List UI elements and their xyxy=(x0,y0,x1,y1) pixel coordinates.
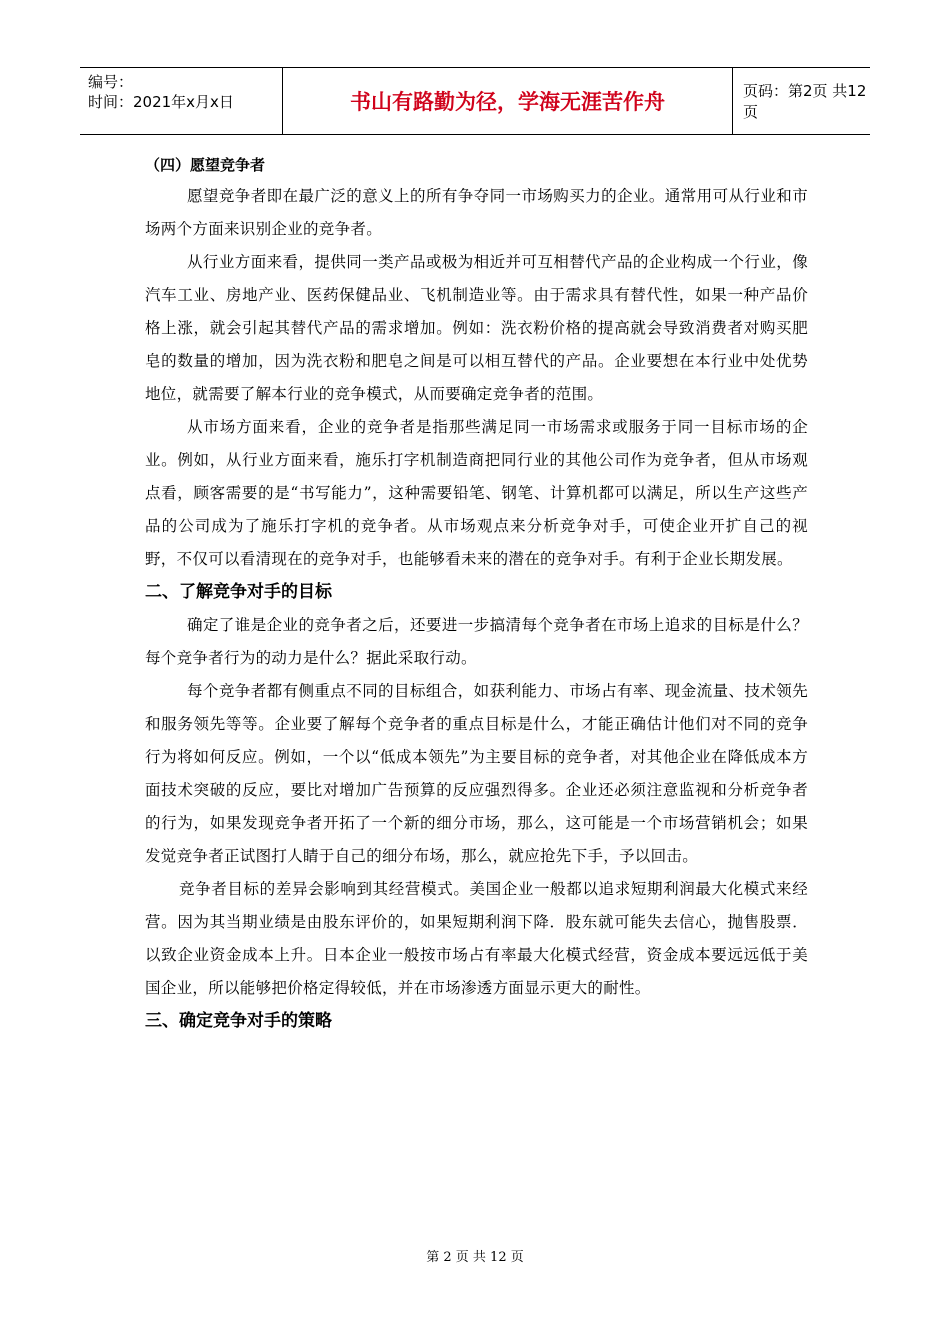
document-date-label: 时间：2021年x月x日 xyxy=(88,93,234,111)
section-heading-competitor-goals: 二、了解竞争对手的目标 xyxy=(145,582,332,602)
section-heading-competitor-strategy: 三、确定竞争对手的策略 xyxy=(145,1011,332,1031)
document-body xyxy=(145,150,808,1038)
page-footer: 第 2 页 共 12 页 xyxy=(426,1250,524,1265)
section-heading-desire-competitors: （四）愿望竞争者 xyxy=(145,156,266,174)
header-meta xyxy=(80,68,283,134)
paragraph: 确定了谁是企业的竞争者之后，还要进一步搞清每个竞争者在市场上追求的目标是什么？每个竞争者行为的动力是什么？据此采取行动。 xyxy=(145,616,808,667)
header-page-number: 页码：第2页 共12页 xyxy=(743,82,867,121)
document-number-label: 编号： xyxy=(88,73,134,91)
page-header xyxy=(80,67,870,135)
paragraph: 每个竞争者都有侧重点不同的目标组合，如获利能力、市场占有率、现金流量、技术领先和服务领先等等。企业要了解每个竞争者的重点目标是什么，才能正确估计他们对不同的竞争行为将如何反应。例如，一个以“低成本领先”为主要目标的竞争者，对其他企业在降低成本方面技术突破的反应，要比对增加广告预算的反应强烈得多。企业还必须注意监视和分析竞争者的行为，如果发现竞争者开拓了一个新的细分市场，那么，这可能是一个市场营销机会；如果发觉竞争者正试图打人睛于自己的细分布场，那么，就应抢先下手，予以回击。 xyxy=(145,682,808,865)
header-motto: 书山有路勤为径，学海无涯苦作舟 xyxy=(283,68,733,134)
paragraph: 从市场方面来看，企业的竞争者是指那些满足同一市场需求或服务于同一目标市场的企业。例如，从行业方面来看，施乐打字机制造商把同行业的其他公司作为竞争者，但从市场观点看，顾客需要的是“书写能力”，这种需要铅笔、钢笔、计算机都可以满足，所以生产这些产品的公司成为了施乐打字机的竞争者。从市场观点来分析竞争对手，可使企业开扩自己的视野，不仅可以看清现在的竞争对手，也能够看未来的潜在的竞争对手。有利于企业长期发展。 xyxy=(145,418,808,568)
paragraph: 竞争者目标的差异会影响到其经营模式。美国企业一般都以追求短期利润最大化模式来经营。因为其当期业绩是由股东评价的，如果短期利润下降．股东就可能失去信心，抛售股票．以致企业资金成本上升。日本企业一般按市场占有率最大化模式经营，资金成本要远远低于美国企业，所以能够把价格定得较低，并在市场渗透方面显示更大的耐性。 xyxy=(145,880,808,997)
paragraph: 从行业方面来看，提供同一类产品或极为相近并可互相替代产品的企业构成一个行业，像汽车工业、房地产业、医药保健品业、飞机制造业等。由于需求具有替代性，如果一种产品价格上涨，就会引起其替代产品的需求增加。例如：洗衣粉价格的提高就会导致消费者对购买肥皂的数量的增加，因为洗衣粉和肥皂之间是可以相互替代的产品。企业要想在本行业中处优势地位，就需要了解本行业的竞争模式，从而要确定竞争者的范围。 xyxy=(145,253,808,403)
paragraph: 愿望竞争者即在最广泛的意义上的所有争夺同一市场购买力的企业。通常用可从行业和市场两个方面来识别企业的竞争者。 xyxy=(145,187,808,238)
